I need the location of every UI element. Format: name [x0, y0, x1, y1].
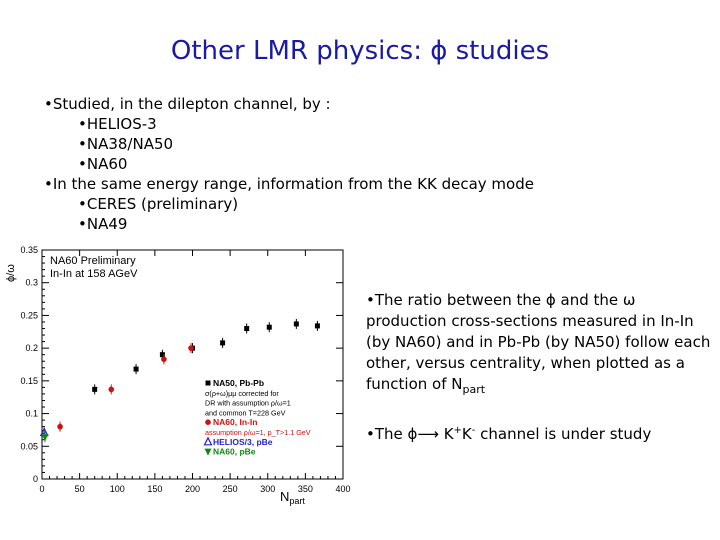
y-tick-label: 0.2	[25, 343, 38, 354]
axes	[20, 245, 350, 494]
bullet-item: •Studied, in the dilepton channel, by :	[44, 95, 331, 113]
bullet-mark: •	[366, 425, 375, 443]
chart-title-line-2: In-In at 158 AGeV	[50, 268, 138, 280]
point-na60-in-in	[188, 345, 194, 351]
kk-note-part-b: K	[461, 425, 472, 443]
point-na50-pb-pb	[134, 367, 139, 372]
plot-frame	[42, 250, 343, 479]
x-tick-label: 0	[39, 484, 45, 494]
x-tick-label: 300	[260, 484, 276, 494]
legend-marker	[206, 381, 211, 386]
x-tick-label: 400	[335, 484, 351, 494]
legend-text: NA60, pBe	[213, 446, 256, 457]
kk-channel-note	[366, 420, 711, 445]
bullet-item: •In the same energy range, information from the KK decay mode	[44, 175, 534, 193]
legend-marker	[205, 438, 212, 445]
y-tick-label: 0.3	[25, 277, 38, 288]
y-tick-label: 0.35	[20, 245, 38, 255]
x-tick-label: 200	[184, 484, 201, 494]
bullet-item: •HELIOS-3	[78, 115, 157, 133]
bullet-item: •CERES (preliminary)	[78, 195, 239, 213]
legend	[205, 378, 311, 457]
legend-marker	[205, 419, 211, 425]
kk-note-sup-plus: +	[453, 425, 462, 436]
point-na50-pb-pb	[294, 321, 299, 326]
ratio-note-sub: part	[462, 383, 486, 396]
x-tick-label: 250	[222, 484, 238, 494]
x-axis-label-main: N	[280, 489, 290, 504]
y-tick-label: 0.25	[20, 310, 38, 321]
slide-title: Other LMR physics: ϕ studies	[170, 36, 550, 66]
point-na50-pb-pb	[267, 325, 272, 330]
bullet-item: •NA38/NA50	[78, 135, 174, 153]
point-na60-in-in	[108, 387, 114, 393]
ratio-note-text: The ratio between the ϕ and the ω production cross-sections measured in In-In (by NA60) and in Pb-Pb (by NA50) follow each other, versus centrality, when plotted as a function of N	[366, 291, 711, 393]
point-na50-pb-pb	[315, 323, 320, 328]
kk-note-sup-minus: -	[471, 425, 476, 436]
legend-text: σ(ρ+ω)μμ corrected for	[205, 388, 279, 398]
y-tick-label: 0.1	[25, 408, 38, 419]
data-points	[41, 319, 320, 442]
legend-text: NA60, In-In	[213, 417, 258, 428]
x-tick-label: 350	[297, 484, 313, 494]
y-tick-label: 0.15	[20, 375, 38, 386]
y-tick-label: 0	[32, 474, 38, 484]
legend-marker	[205, 449, 212, 456]
bullet-item: •NA60	[78, 155, 128, 173]
point-na60-in-in	[161, 356, 167, 362]
point-na50-pb-pb	[92, 387, 97, 392]
kk-note-part-a: The ϕ⟶ K	[374, 425, 454, 443]
legend-text: NA50, Pb-Pb	[213, 378, 265, 388]
x-tick-label: 150	[147, 484, 163, 494]
x-tick-label: 100	[109, 484, 125, 494]
bullet-mark: •	[366, 291, 375, 309]
legend-text: assumption ρ/ω=1, p_T>1.1 GeV	[205, 428, 311, 437]
bullet-item: •NA49	[78, 215, 128, 233]
legend-text: and common T=228 GeV	[205, 408, 286, 418]
kk-note-part-c: channel is under study	[475, 425, 652, 443]
point-na50-pb-pb	[244, 326, 249, 331]
y-tick-label: 0.05	[20, 441, 38, 452]
point-na60-in-in	[57, 424, 63, 430]
point-na50-pb-pb	[220, 340, 225, 345]
x-axis-label-sub: part	[289, 496, 305, 506]
y-axis-label: ϕ/ω	[5, 264, 17, 282]
bullet-list	[44, 94, 534, 234]
ratio-note	[366, 290, 711, 400]
x-tick-label: 50	[74, 484, 85, 494]
phi-omega-chart	[0, 240, 360, 510]
chart-title-line-1: NA60 Preliminary	[50, 255, 136, 267]
legend-text: HELIOS/3, pBe	[213, 436, 273, 447]
legend-text: DR with assumption ρ/ω=1	[205, 398, 291, 408]
